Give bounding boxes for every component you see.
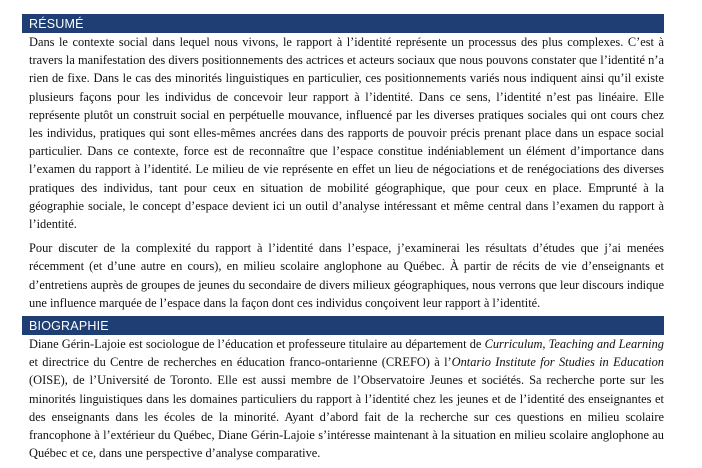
resume-heading: RÉSUMÉ: [22, 14, 664, 33]
bio-italic-institute: Ontario Institute for Studies in Education: [451, 355, 664, 370]
bio-italic-program: Curriculum, Teaching and Learning: [484, 337, 665, 352]
biographie-heading: BIOGRAPHIE: [22, 316, 664, 335]
bio-text-2: et directrice du Centre de recherches en éducation franco-ontarienne (CREFO) à l’: [29, 355, 452, 370]
biographie-paragraph: [29, 335, 664, 462]
bio-text-3: (OISE), de l’Université de Toronto. Elle est aussi membre de l’Observatoire Jeunes et sociétés. Sa recherche porte sur les minorités linguistiques dans les domaines particuliers du rapport à l’identité chez les jeunes et de l’identité des enseignantes et des enseignants dans les écoles de la minorité. Ayant d’abord fait de la recherche sur ces questions en milieu scolaire francophone à l’extérieur du Québec, Diane Gérin-Lajoie s’intéresse maintenant à la situation en milieu scolaire anglophone au Québec et ce, dans une perspective d’analyse comparative.: [29, 373, 664, 461]
resume-paragraph-1: Dans le contexte social dans lequel nous vivons, le rapport à l’identité représente un processus des plus complexes. C’est à travers la manifestation des divers positionnements des actrices et acteurs sociaux que nous pouvons constater que l’identité n’a rien de fixe. Dans le cas des minorités linguistiques en particulier, ces positionnements variés nous indiquent ainsi qu’il existe plusieurs façons pour les individus de concevoir leur rapport à l’identité. Dans ce sens, l’identité n’est pas linéaire. Elle représente plutôt un construit social en perpétuelle mouvance, influencé par les diverses pratiques sociales qui ont cours chez les individus, pratiques qui sont elles-mêmes ancrées dans des rapports de pouvoir précis prenant place dans un espace social particulier. Dans ce contexte, force est de reconnaître que l’espace constitue indéniablement un élément d’importance dans l’examen du rapport à l’identité. Le milieu de vie représente en effet un lieu de négociations et de renégociations des diverses pratiques des individus, tant pour ceux en situation de mobilité géographique, que pour ceux en place. Emprunté à la géographie sociale, le concept d’espace devient ici un outil d’analyse intéressant et même central dans l’examen du rapport à l’identité.: [29, 35, 664, 232]
bio-text-1: Diane Gérin-Lajoie est sociologue de l’éducation et professeure titulaire au département de: [29, 337, 485, 352]
resume-paragraph-2: Pour discuter de la complexité du rapport à l’identité dans l’espace, j’examinerai les résultats d’études que j’ai menées récemment (et d’une autre en cours), en milieu scolaire anglophone au Québec. À partir de récits de vie d’enseignants et d’entretiens auprès de groupes de jeunes du secondaire de divers milieux géographiques, nous verrons que leur discours indique une influence marquée de l’espace dans la façon dont ces individus conçoivent leur rapport à l’identité.: [29, 241, 664, 310]
document-page: [22, 14, 664, 462]
